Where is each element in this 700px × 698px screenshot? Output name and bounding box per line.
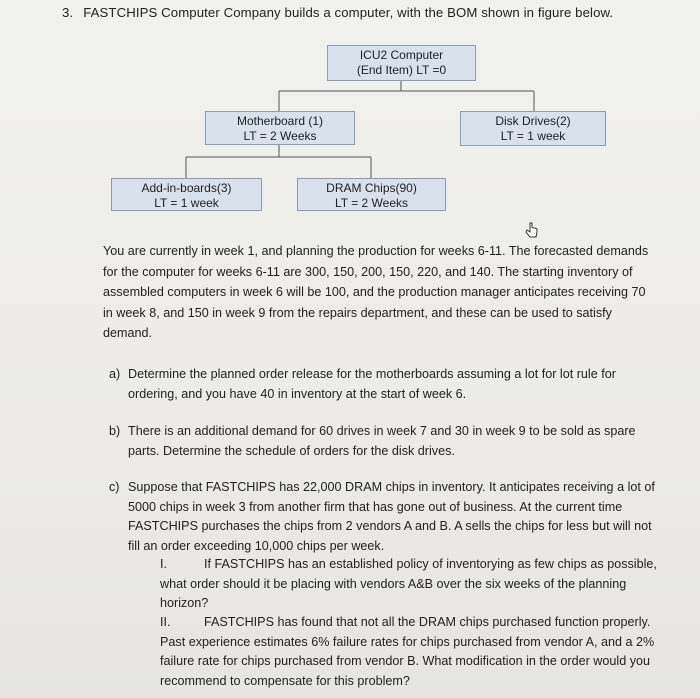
part-c (109, 478, 659, 557)
bom-motherboard-leadtime: LT = 2 Weeks (243, 129, 317, 143)
bom-add-in-boards-name: Add-in-boards(3) (141, 181, 232, 195)
part-a-text: Determine the planned order release for the motherboards assuming a lot for lot rule for ordering, and you have 40 in inventory at the start of week 6. (128, 367, 616, 401)
part-b (109, 422, 659, 461)
subpart-ii-label: II. (160, 615, 171, 629)
part-b-text: There is an additional demand for 60 drives in week 7 and 30 in week 9 to be sold as spare parts. Determine the schedule of orders for the disk drives. (128, 424, 636, 458)
bom-dram-chips-leadtime: LT = 2 Weeks (334, 196, 409, 210)
bom-root-name: ICU2 Computer (359, 48, 444, 62)
part-c-label: c) (109, 480, 120, 494)
bom-node-disk-drives (460, 111, 606, 146)
bom-disk-drives-leadtime: LT = 1 week (500, 129, 566, 143)
subpart-i-text: If FASTCHIPS has an established policy of inventorying as few chips as possible, what order should it be placing with vendors A&B over the six weeks of the planning horizon? (160, 557, 657, 610)
bom-add-in-boards-leadtime: LT = 1 week (154, 196, 219, 210)
part-a-label: a) (109, 367, 121, 381)
bom-node-root (327, 45, 476, 81)
subpart-i (160, 555, 657, 614)
intro-paragraph: You are currently in week 1, and planning the production for weeks 6-11. The forecasted demands for the computer for weeks 6-11 are 300, 150, 200, 150, 220, and 140. The starting inventory of assembled computers in week 6 will be 100, and the production manager anticipates receiving 70 in week 8, and 150 in week 9 from the repairs department, and these can be used to satisfy demand. (103, 244, 649, 341)
subpart-ii (160, 613, 657, 691)
subpart-i-label: I. (160, 557, 167, 571)
bom-node-dram-chips (297, 178, 446, 211)
bom-motherboard-name: Motherboard (1) (236, 114, 324, 128)
bom-dram-chips-name: DRAM Chips(90) (326, 181, 417, 195)
part-c-text: Suppose that FASTCHIPS has 22,000 DRAM chips in inventory. It anticipates receiving a lot of 5000 chips in week 3 from another firm that has gone out of business. At the current time FASTCHIPS purchases the chips from 2 vendors A and B. A sells the chips for less but will not fill an order exceeding 10,000 chips per week. (128, 480, 655, 554)
bom-node-add-in-boards (111, 178, 262, 211)
subpart-ii-text: FASTCHIPS has found that not all the DRAM chips purchased function properly. Past experience estimates 6% failure rates for chips purchased from vendor A, and a 2% failure rate for chips purchased from vendor B. What modification in the order would you recommend to compensate for this problem? (160, 615, 655, 688)
question-title: FASTCHIPS Computer Company builds a computer, with the BOM shown in figure below. (83, 5, 614, 20)
bom-root-leadtime: (End Item) LT =0 (356, 63, 447, 77)
part-a (109, 365, 657, 404)
question-number: 3. (62, 5, 74, 20)
mouse-cursor-icon (524, 222, 540, 242)
part-b-label: b) (109, 424, 121, 438)
bom-node-motherboard (205, 111, 355, 145)
bom-disk-drives-name: Disk Drives(2) (495, 114, 571, 128)
